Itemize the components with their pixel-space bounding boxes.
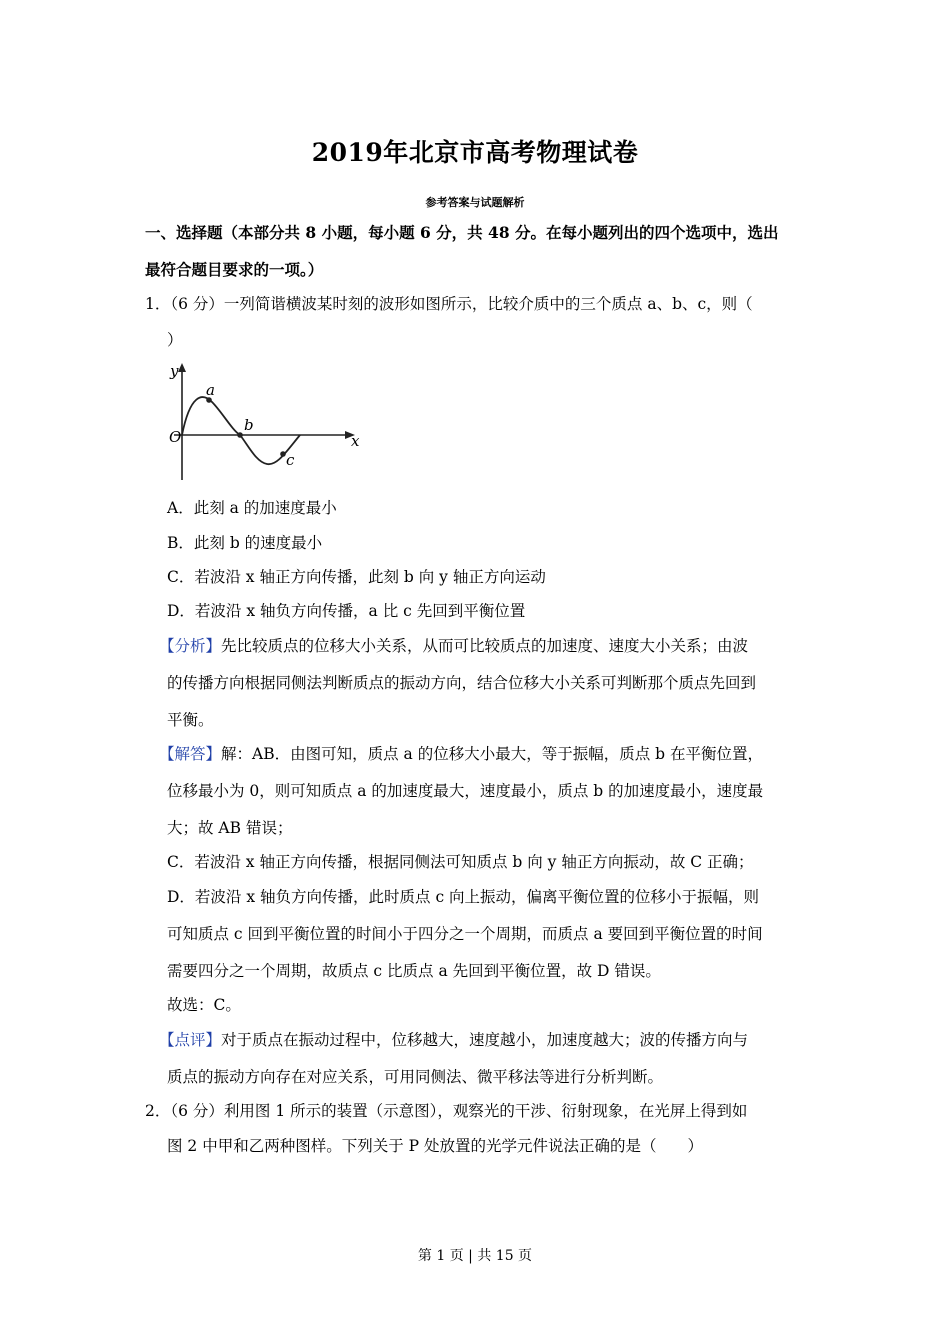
q1-analysis-line2: 的传播方向根据同侧法判断质点的振动方向，结合位移大小关系可判断那个质点先回到 (167, 674, 757, 692)
point-c-marker (280, 451, 286, 457)
point-a-label: a (206, 381, 215, 399)
point-b-label: b (244, 416, 254, 434)
q1-answer-line7: 需要四分之一个周期，故质点 c 比质点 a 先回到平衡位置，故 D 错误。 (167, 962, 661, 980)
point-b-marker (237, 432, 243, 438)
page-footer: 第 1 页 | 共 15 页 (417, 1248, 533, 1264)
q1-answer-line1 (159, 744, 763, 764)
q2-stem-line2: 图 2 中甲和乙两种图样。下列关于 P 处放置的光学元件说法正确的是（ ） (167, 1137, 704, 1155)
section-heading-line1: 一、选择题（本部分共 8 小题，每小题 6 分，共 48 分。在每小题列出的四个选项中，选出 (145, 223, 779, 242)
q1-comment-line2: 质点的振动方向存在对应关系，可用同侧法、微平移法等进行分析判断。 (167, 1068, 664, 1086)
page-subtitle: 参考答案与试题解析 (425, 196, 525, 209)
y-axis-label: y (170, 362, 179, 380)
x-axis-label: x (351, 432, 360, 450)
q1-option-a: A．此刻 a 的加速度最小 (167, 499, 337, 517)
q1-option-d: D．若波沿 x 轴负方向传播，a 比 c 先回到平衡位置 (167, 602, 526, 620)
comment-text-1: 对于质点在振动过程中，位移越大，速度越小，加速度越大；波的传播方向与 (221, 1031, 749, 1049)
q1-answer-line2: 位移最小为 0，则可知质点 a 的加速度最大，速度最小，质点 b 的加速度最小，速度最 (167, 782, 764, 800)
q1-answer-line8: 故选：C。 (167, 996, 241, 1014)
section-heading-line2: 最符合题目要求的一项。） (145, 260, 324, 279)
answer-tag: 【解答】 (159, 745, 222, 763)
q1-answer-line3: 大；故 AB 错误； (167, 819, 293, 837)
q1-comment-line1 (159, 1030, 748, 1050)
q1-answer-line5: D．若波沿 x 轴负方向传播，此时质点 c 向上振动，偏离平衡位置的位移小于振幅，则 (167, 888, 760, 906)
wave-figure (160, 360, 365, 485)
analysis-text-1: 先比较质点的位移大小关系，从而可比较质点的加速度、速度大小关系；由波 (221, 637, 749, 655)
y-axis-arrow (178, 363, 186, 372)
comment-tag: 【点评】 (159, 1031, 222, 1049)
q1-stem-line1: 1．（6 分）一列简谐横波某时刻的波形如图所示，比较介质中的三个质点 a、b、c，则（ (145, 295, 753, 313)
analysis-tag: 【分析】 (159, 637, 222, 655)
q1-option-c: C．若波沿 x 轴正方向传播，此刻 b 向 y 轴正方向运动 (167, 568, 546, 586)
q1-stem-line2: ） (167, 331, 183, 349)
q1-analysis-line1 (159, 636, 748, 656)
page-title: 2019年北京市高考物理试卷 (311, 138, 639, 167)
q1-analysis-line3: 平衡。 (167, 711, 214, 729)
origin-label: O (169, 428, 182, 446)
q2-stem-line1: 2．（6 分）利用图 1 所示的装置（示意图），观察光的干涉、衍射现象，在光屏上得到如 (145, 1102, 748, 1120)
q1-option-b: B．此刻 b 的速度最小 (167, 534, 323, 552)
answer-text-1: 解：AB．由图可知，质点 a 的位移大小最大，等于振幅，质点 b 在平衡位置， (221, 745, 763, 763)
point-c-label: c (286, 451, 295, 469)
q1-answer-line4: C．若波沿 x 轴正方向传播，根据同侧法可知质点 b 向 y 轴正方向振动，故 C 正确； (167, 853, 754, 871)
q1-answer-line6: 可知质点 c 回到平衡位置的时间小于四分之一个周期，而质点 a 要回到平衡位置的时间 (167, 925, 763, 943)
